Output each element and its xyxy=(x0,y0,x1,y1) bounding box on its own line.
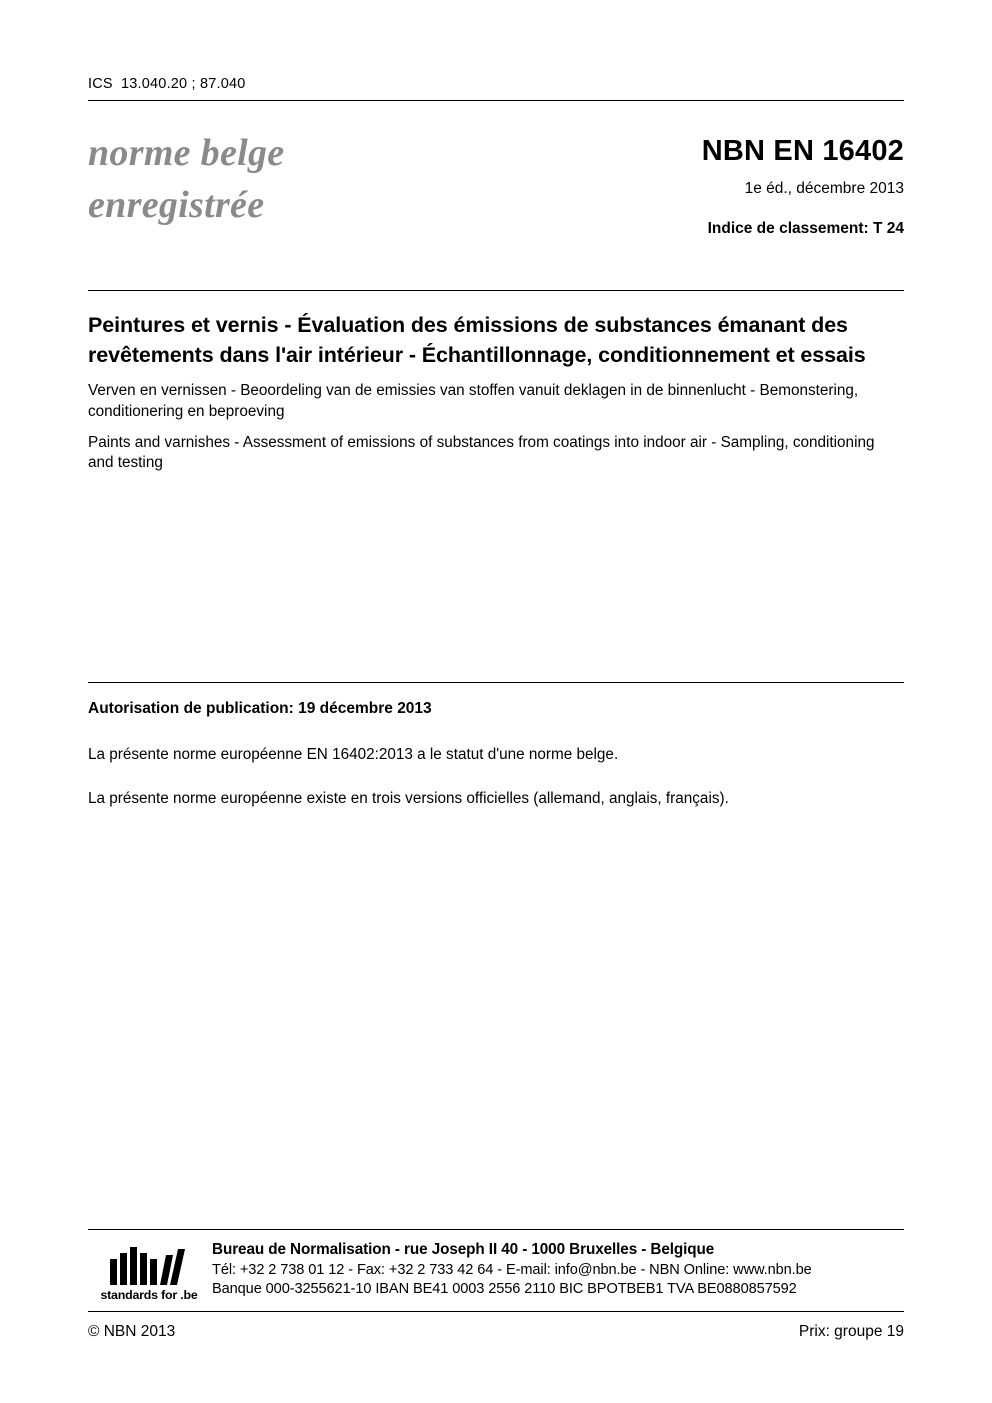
edition-date: 1e éd., décembre 2013 xyxy=(744,180,904,197)
publication-paragraph-2: La présente norme européenne existe en trois versions officielles (allemand, anglais, français). xyxy=(88,789,729,807)
divider-publication xyxy=(88,682,904,683)
title-block xyxy=(88,311,904,474)
classification-index: Indice de classement: T 24 xyxy=(707,220,904,237)
ics-row xyxy=(88,0,904,92)
footer-address-line-2: Tél: +32 2 738 01 12 - Fax: +32 2 733 42 64 - E-mail: info@nbn.be - NBN Online: www.nbn.be xyxy=(212,1262,812,1278)
ics-label: ICS xyxy=(88,76,113,92)
document-content xyxy=(88,0,904,808)
reference-block xyxy=(702,127,904,238)
price-group: Prix: groupe 19 xyxy=(798,1323,904,1340)
brand-line-2: enregistrée xyxy=(88,184,265,227)
nbn-logo-tagline: standards for .be xyxy=(100,1288,198,1302)
divider-title xyxy=(88,290,904,291)
divider-top xyxy=(88,100,904,101)
page-title: Peintures et vernis - Évaluation des émissions de substances émanant des revêtements dans l'air intérieur - Échantillonnage, conditionnement et essais xyxy=(88,313,866,367)
copyright-text: © NBN 2013 xyxy=(88,1323,176,1340)
document-footer xyxy=(88,1229,904,1341)
footer-address-line-1: Bureau de Normalisation - rue Joseph II 40 - 1000 Bruxelles - Belgique xyxy=(212,1241,715,1258)
title-english: Paints and varnishes - Assessment of emissions of substances from coatings into indoor air - Sampling, conditioning and testing xyxy=(88,434,875,472)
standard-number: NBN EN 16402 xyxy=(701,135,904,167)
nbn-logo xyxy=(88,1241,210,1302)
footer-copyright-row xyxy=(88,1323,904,1341)
header-block xyxy=(88,127,904,238)
footer-address-line-3: Banque 000-3255621-10 IBAN BE41 0003 2556 2110 BIC BPOTBEB1 TVA BE0880857592 xyxy=(212,1281,797,1297)
footer-inner xyxy=(88,1230,904,1302)
brand-title xyxy=(88,127,284,232)
ics-values: 13.040.20 ; 87.040 xyxy=(121,76,246,92)
nbn-logo-icon xyxy=(88,1243,210,1287)
publication-paragraph-1: La présente norme européenne EN 16402:2013 a le statut d'une norme belge. xyxy=(88,745,619,763)
footer-address xyxy=(210,1241,904,1297)
authorisation-line: Autorisation de publication: 19 décembre 2013 xyxy=(88,699,432,717)
title-dutch: Verven en vernissen - Beoordeling van de emissies van stoffen vanuit deklagen in de binnenlucht - Bemonstering, conditionering en beproeving xyxy=(88,382,859,420)
brand-line-1: norme belge xyxy=(88,132,285,174)
divider-footer-bottom xyxy=(88,1311,904,1312)
